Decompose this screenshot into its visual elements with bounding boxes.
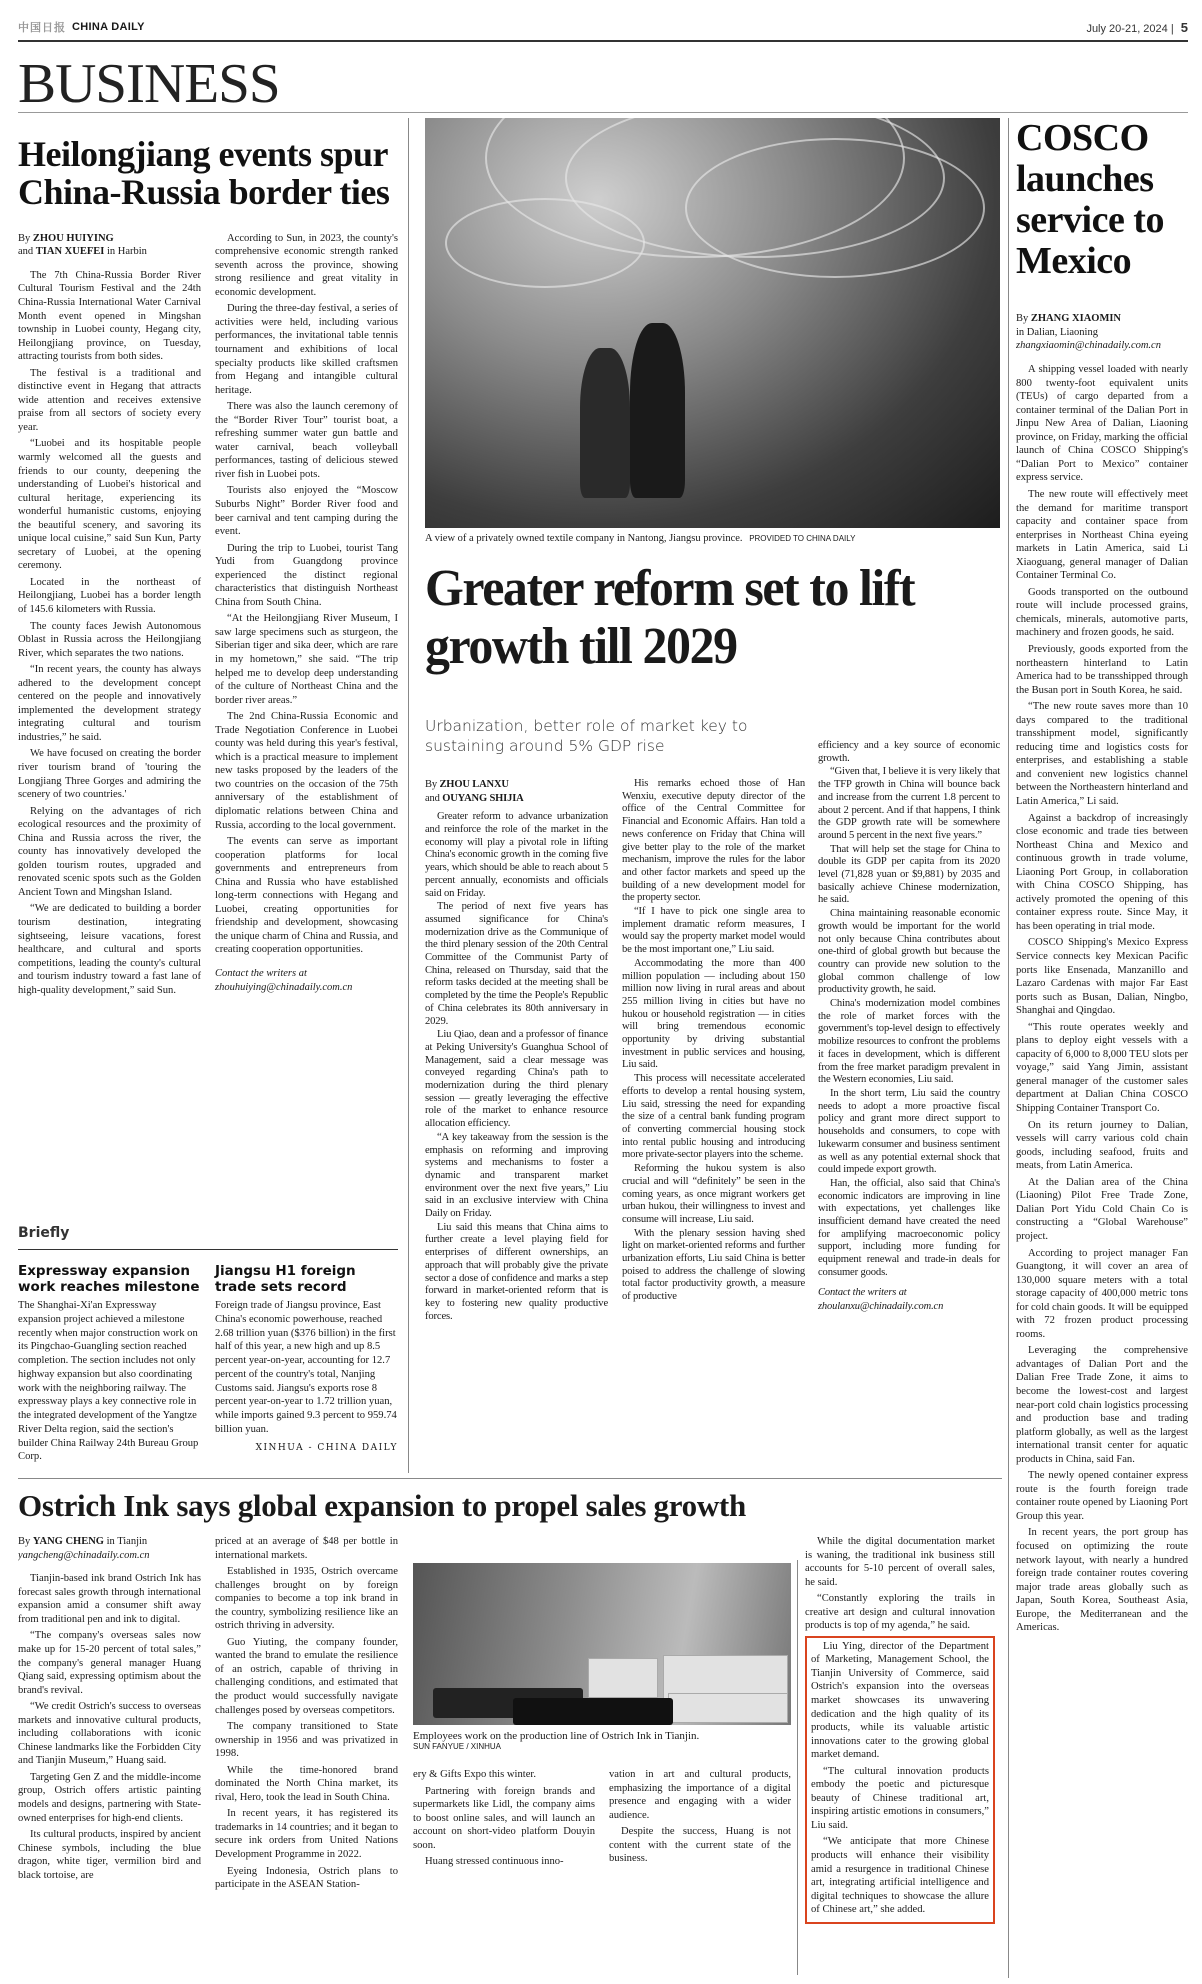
author-email[interactable]: zhangxiaomin@chinadaily.com.cn	[1016, 340, 1161, 352]
byline	[18, 1535, 201, 1562]
paragraph: Greater reform to advance urbanization and reinforce the role of the market in the economy will play a pivotal role in lifting China's economic growth in the coming five years, which should be able to reach about 5 percent annually, economists and officials said on Friday.	[425, 811, 608, 899]
paragraph: The festival is a traditional and distinctive event in Hegang that attracts wide attention and receives extensive praise from all sectors of society every year.	[18, 367, 201, 433]
byline-prefix: By	[18, 1536, 31, 1547]
paragraph: This process will necessitate accelerated efforts to develop a rental housing system, Liu said, stressing the need for expanding the size of a central bank funding program of converting commercial housing stock into rental public housing and introducing more private-sector players into the scheme.	[622, 1073, 805, 1161]
masthead	[18, 14, 1188, 42]
ostrich-article-right	[805, 1535, 995, 1980]
paragraph: The events can serve as important cooperation platforms for local governments and entrepreneurs from China and Russia who have established long-term connections with Hegang and Luobei, creating opportunities for friendship and development, showcasing the unique charm of China and Russia, and creating cooperation opportunities.	[215, 836, 398, 956]
author-email[interactable]: yangcheng@chinadaily.com.cn	[18, 1549, 150, 1561]
brief-item	[18, 1264, 201, 1464]
article-column-3	[818, 740, 1000, 1474]
section-heading: Briefly	[18, 1225, 398, 1250]
paragraph: In the short term, Liu said the country needs to adopt a more proactive fiscal policy and grant more direct support to households and consumers, to cope with lukewarm consumer and business sentiment as well as any potential external shock that could impede export growth.	[818, 1087, 1000, 1176]
paragraph: According to project manager Fan Guangtong, it will cover an area of 130,000 square meters with a total storage capacity of 400,000 metric tons for cold chain goods. It will be equipped with 72 frozen product processing rooms.	[1016, 1247, 1188, 1340]
logo-text: CHINA DAILY	[72, 21, 145, 33]
article-column-2	[215, 232, 398, 1001]
article-body	[1016, 363, 1188, 1635]
paragraph: Partnering with foreign brands and supermarkets like Lidl, the company aims to boost online sales, and will launch an account on short-video platform Douyin soon.	[413, 1785, 595, 1851]
paragraph: On its return journey to Dalian, vessels will carry various cold chain goods, including seafood, fruits and meats, from Latin America.	[1016, 1119, 1188, 1172]
brief-text: The Shanghai-Xi'an Expressway expansion project achieved a milestone recently when major construction work on its Pingchao-Guangling section reached completion. The section includes not only highway expansion but also coordinating work with the neighboring railway. The expressway plays a key connective role in the integrated development of the Yangtze River Delta region, said the section's builder China Railway 24th Bureau Group Corp.	[18, 1300, 199, 1463]
author-name: TIAN XUEFEI	[35, 246, 105, 258]
byline-and: and	[18, 246, 34, 258]
textile-factory-photo	[425, 118, 1000, 528]
ink-production-photo	[413, 1563, 791, 1725]
main-deck: Urbanization, better role of market key to sustaining around 5% GDP rise	[425, 717, 748, 756]
article-column-1	[425, 778, 608, 1324]
paragraph: priced at an average of $48 per bottle in international markets.	[215, 1536, 398, 1561]
paragraph: “We are dedicated to building a border tourism destination, integrating sightseeing, leisure vacations, forest healthcare, and cultural and sports competitions, leading the county's cultural and tourism industry toward a fast lane of high-quality development,” said Sun.	[18, 903, 201, 996]
article-column-2	[215, 1535, 398, 1895]
caption-text: A view of a privately owned textile company in Nantong, Jiangsu province.	[425, 533, 743, 544]
page-number: 5	[1180, 19, 1188, 35]
article-column-1	[18, 232, 201, 1001]
byline-location: in Tianjin	[106, 1536, 148, 1547]
paragraph: “At the Heilongjiang River Museum, I saw large specimens such as sturgeon, the Siberian tiger and sika deer, which are rare in my hometown,” she said. “The trip helped me to develop deep understanding of the culture of Northeast China and the border river areas.”	[215, 613, 398, 706]
paragraph: “Given that, I believe it is very likely that the TFP growth in China will bounce back and increase from the current 1.8 percent to about 2 percent. And if that happens, I think the GDP growth rate will be somewhere around 5 percent in the next five years.”	[818, 766, 1000, 841]
paragraph: ery & Gifts Expo this winter.	[413, 1769, 536, 1780]
paragraph: In recent years, it has registered its trademarks in 14 countries; and it began to secure ink orders from United Nations Development Programme in 2022.	[215, 1808, 398, 1861]
article-column-4	[609, 1768, 791, 1872]
byline	[1016, 312, 1188, 353]
paragraph: Goods transported on the outbound route will include processed grains, chemicals, minerals, automotive parts, machinery and frozen goods, he said.	[1016, 586, 1188, 639]
article-column-2	[622, 778, 805, 1324]
photo-credit: PROVIDED TO CHINA DAILY	[749, 534, 856, 543]
column-divider	[1008, 118, 1009, 1978]
paragraph: Leveraging the comprehensive advantages of Dalian Port and the Dalian Free Trade Zone, it aims to become the lowest-cost and largest near-port cold chain logistics processing and production base and trading platform globally, as well as the largest international transit center for aquatic products in China, said Fan.	[1016, 1345, 1188, 1465]
divider	[18, 1478, 1002, 1479]
paragraph: China's modernization model combines the role of market forces with the government's top-level design to effectively mobilize resources to confront the problems it faces in development, which is different from the free market paradigm prevalent in the Western economies, Liu said.	[818, 998, 1000, 1086]
paragraph: Huang stressed continuous inno-	[425, 1856, 564, 1868]
byline	[18, 232, 201, 259]
china-daily-logo	[18, 19, 145, 35]
photo-caption	[425, 533, 1000, 544]
headline: Heilongjiang events spur China-Russia border ties	[18, 134, 390, 212]
column-divider	[408, 118, 409, 1473]
highlighted-passage	[805, 1636, 995, 1924]
dateline: July 20-21, 2024 | 5	[1086, 19, 1188, 35]
paragraph: Previously, goods exported from the northeastern hinterland to Latin America had to be transshipped through the Busan port in South Korea, he said.	[1016, 643, 1188, 696]
paragraph: “The company's overseas sales now make up for 15-20 percent of total sales,” the company's general manager Huang Qiang said, expressing optimism about the brand's revival.	[18, 1630, 201, 1696]
byline-prefix: By	[18, 232, 31, 244]
paragraph: Eyeing Indonesia, Ostrich plans to participate in the ASEAN Station-	[215, 1865, 398, 1891]
paragraph: Han, the official, also said that China's economic indicators are improving in line with expectations, yet challenges like insufficient demand have created the need for amplifying macroeconomic policy support, including more funding for equipment renewal and trade-in deals for consumer goods.	[818, 1177, 1000, 1278]
brief-text: Foreign trade of Jiangsu province, East China's economic powerhouse, reached 2.68 trillion yuan ($376 billion) in the first half of this year, a new high and up 8.5 percent year-on-year, accounting for 12.7 percent of the country's total, Nanjing Customs said. Jiangsu's exports rose 8 percent year-on-year to 1.72 trillion yuan, while imports gained 9.3 percent to 959.74 billion yuan.	[215, 1300, 397, 1435]
ostrich-article-left	[18, 1535, 398, 1975]
paragraph: “The cultural innovation products embody the poetic and picturesque beauty of Chinese traditional art, inspiring artistic emotions in consumers,” Liu said.	[811, 1765, 989, 1831]
divider	[18, 112, 1188, 113]
column-divider	[797, 1560, 798, 1975]
paragraph: efficiency and a key source of economic growth.	[818, 740, 1000, 764]
paragraph: COSCO Shipping's Mexico Express Service connects key Mexican Pacific ports like Ensenada, Manzanillo and Lazaro Cardenas with major Far East ports such as Busan, Dalian, Ningbo, Shanghai and Qingdao.	[1016, 937, 1188, 1017]
paragraph: The 2nd China-Russia Economic and Trade Negotiation Conference in Luobei county was held during this year's festival, which is a practical measure to implement new tasks proposed by the leaders of the two countries on the occasion of the 75th anniversary of the establishment of diplomatic relations between China and Russia, according to the local government.	[215, 711, 398, 831]
paragraph: Targeting Gen Z and the middle-income group, Ostrich offers artistic painting models and designs, partnering with State-owned enterprises for high-end clients.	[18, 1771, 201, 1824]
caption-text: Employees work on the production line of Ostrich Ink in Tianjin.	[413, 1730, 700, 1742]
paragraph: The newly opened container express route is the fourth foreign trade container route opened by Liaoning Port Group this year.	[1016, 1470, 1188, 1522]
author-name: OUYANG SHIJIA	[442, 792, 524, 804]
paragraph: Guo Yiuting, the company founder, wanted the brand to emulate the resilience of an ostrich, capable of thriving in challenging conditions, and estimated that the product would successfully navigate challenges posed by overseas competitors.	[215, 1636, 398, 1716]
contact-info	[818, 1286, 1000, 1314]
ostrich-headline: Ostrich Ink says global expansion to propel sales growth	[18, 1488, 746, 1523]
article-cosco	[1016, 118, 1188, 1948]
paragraph: The company transitioned to State ownership in 1956 and was privatized in 1998.	[215, 1721, 398, 1760]
paragraph: A shipping vessel loaded with nearly 800 twenty-foot equivalent units (TEUs) of cargo departed from a container terminal of the Dalian Port in Jinpu New Area of Dalian, Liaoning province, on Friday, marking the official launch of China COSCO Shipping's “Dalian Port to Mexico” container express service.	[1016, 364, 1188, 484]
paragraph: Relying on the advantages of rich ecological resources and the proximity of China and Russia across the river, the county has innovatively developed the golden tourism routes, upgraded and renovated scenic spots such as the Golden Ancient Town and Mingshan Island.	[18, 805, 201, 898]
paragraph: During the trip to Luobei, tourist Tang Yudi from Guangdong province experienced the distinct regional characteristics that distinguish Northeast China from South China.	[215, 542, 398, 608]
logo-chinese: 中国日报	[18, 22, 66, 34]
paragraph: Despite the success, Huang is not content with the current state of the business.	[609, 1826, 791, 1865]
paragraph: “Constantly exploring the trails in creative art design and cultural innovation products is top of my agenda,” he said.	[805, 1593, 995, 1632]
paragraph: While the time-honored brand dominated the North China market, its rival, Hero, took the lead in South China.	[215, 1764, 398, 1803]
contact-label: Contact the writers at	[818, 1286, 907, 1298]
paragraph: Tianjin-based ink brand Ostrich Ink has forecast sales growth through international expansion amid a consumer shift away from traditional pen and ink to digital.	[18, 1573, 201, 1625]
paragraph: His remarks echoed those of Han Wenxiu, executive deputy director of the office of the Central Committee for Financial and Economic Affairs. Han told a news conference on Friday that China will give better play to the role of the market mechanism, improve the rules for the labor and other factor markets and speed up the building of a new development model for the property sector.	[622, 778, 805, 904]
paragraph: Located in the northeast of Heilongjiang, Luobei has a border length of 145.6 kilometers with Russia.	[18, 576, 201, 615]
paragraph: “We anticipate that more Chinese products will enhance their visibility amid a resurgence in traditional Chinese art, integrating artificial intelligence and digital techniques to showcase the allure of Chinese art,” she added.	[811, 1836, 989, 1916]
byline-location: in Dalian, Liaoning	[1016, 326, 1098, 338]
issue-date: July 20-21, 2024	[1086, 22, 1168, 35]
paragraph: China maintaining reasonable economic growth would be important for the world not only because China contributes about one-third of global growth but because the country can provide new solution to the global common challenge of low productivity growth, he said.	[818, 908, 1000, 996]
paragraph: With the plenary session having shed light on market-oriented reforms and further urbanization efforts, Liu said China is better poised to address the challenge of slowing total factor productivity growth, a measure of productive	[622, 1227, 805, 1303]
main-headline: Greater reform set to lift growth till 2029	[425, 560, 915, 676]
paragraph: Tourists also enjoyed the “Moscow Suburbs Night” Border River food and beer carnival and tent camping during the event.	[215, 485, 398, 538]
paragraph: We have focused on creating the border river tourism brand of 'touring the Longjiang Three Gorges and admiring the scenery of two countries.'	[18, 748, 201, 801]
byline-location: in Harbin	[106, 246, 147, 258]
contact-info	[215, 967, 398, 995]
author-name: YANG CHENG	[32, 1536, 104, 1547]
author-name: ZHOU HUIYING	[32, 232, 114, 244]
paragraph: The new route will effectively meet the demand for maritime transport capacity and container space from enterprises in Northeast China eyeing markets in Latin America, said Li Xiaoguang, general manager of Dalian Container Terminal Co.	[1016, 488, 1188, 582]
paragraph: In recent years, the port group has focused on optimizing the route network layout, with nearly a hundred foreign trade container routes covering major trade areas globally such as Japan, South Korea, Southeast Asia, Europe, the Mediterranean and the Americas.	[1016, 1527, 1188, 1634]
paragraph: Liu Ying, director of the Department of Marketing, Management School, the Tianjin University of Commerce, said Ostrich's expansion into the overseas market showcases its unwavering dedication and the high quality of its products, while its valuable artistic innovations cater to the growing global market demand.	[811, 1640, 989, 1761]
contact-email[interactable]: zhoulanxu@chinadaily.com.cn	[818, 1300, 944, 1312]
paragraph: “The new route saves more than 10 days compared to the traditional transshipment model, significantly reducing time and logistics costs for enterprises, and establishing a stable and convenient new logistics channel between the Northeastern hinterland and Latin America,” Li said.	[1016, 701, 1188, 807]
headline: COSCO launches service to Mexico	[1016, 118, 1164, 283]
paragraph: The 7th China-Russia Border River Cultural Tourism Festival and the 24th China-Russia International Water Carnival Month event opened in Mingshan township in Luobei county, Hegang city, Heilongjiang province, on Tuesday, attracting tourists from both sides.	[18, 269, 201, 363]
paragraph: “We credit Ostrich's success to overseas markets and innovative cultural products, including collaborations with iconic Chinese landmarks like the Forbidden City and Tianjin Museum,” Huang said.	[18, 1701, 201, 1767]
article-column-3	[413, 1768, 595, 1872]
contact-label: Contact the writers at	[215, 968, 307, 980]
paragraph: Accommodating the more than 400 million population — including about 150 million now living in rural areas and about 255 million living in cities but have no hukou or household registration — in cities will bring tremendous economic opportunity by driving substantial investment in public services and housing, Liu said.	[622, 957, 805, 1071]
paragraph: The period of next five years has assumed significance for China's modernization drive as the Communique of the third plenary session of the 20th Central Committee of the Communist Party of China, released on Thursday, said that the reform tasks decided at the meeting shall be completed by the time the People's Republic of China celebrates its 80th anniversary in 2029.	[425, 901, 608, 1027]
paragraph: Reforming the hukou system is also crucial and will “definitely” be seen in the coming years, as once migrant workers get urban hukou, their willingness to invest and consume will increase, Liu said.	[622, 1163, 805, 1225]
brief-headline: Jiangsu H1 foreign trade sets record	[215, 1263, 356, 1295]
byline-prefix: By	[1016, 313, 1029, 325]
paragraph: While the digital documentation market is waning, the traditional ink business still accounts for 5-10 percent of overall sales, he said.	[805, 1536, 995, 1588]
article-heilongjiang	[18, 118, 398, 1213]
author-name: ZHOU LANXU	[439, 779, 509, 790]
paragraph: “If I have to pick one single area to implement dramatic reform measures, I would say the property market model would be the most important one,” Liu said.	[622, 906, 805, 956]
brief-headline: Expressway expansion work reaches milestone	[18, 1263, 200, 1295]
paragraph: “This route operates weekly and plans to deploy eight vessels with a capacity of 6,000 to 8,000 TEU slots per voyage,” said Yang Jimin, assistant general manager of the customer sales department at Dalian China COSCO Shipping Container Transport Co.	[1016, 1021, 1188, 1115]
brief-item	[215, 1264, 398, 1464]
photo-caption	[413, 1730, 791, 1751]
contact-email[interactable]: zhouhuiying@chinadaily.com.cn	[215, 982, 353, 994]
article-column-1	[18, 1535, 201, 1895]
brief-credit: XINHUA - CHINA DAILY	[255, 1442, 398, 1453]
author-name: ZHANG XIAOMIN	[1030, 313, 1122, 325]
paragraph: There was also the launch ceremony of the “Border River Tour” tourist boat, a refreshing summer water gun battle and water carnival, beach volleyball performances, tasting of delicious stewed river fish in Luobei pots.	[215, 401, 398, 480]
paragraph: During the three-day festival, a series of activities were held, including various performances, the invitational table tennis tournament and exhibitions of local specialty products like skilled craftsmen from Hegang and intangible cultural heritage.	[215, 303, 398, 396]
paragraph: That will help set the stage for China to double its GDP per capita from its 2020 level (71,828 yuan or $9,881) by 2035 and basically achieve Chinese modernization, he said.	[818, 843, 1000, 906]
byline	[425, 778, 608, 805]
paragraph: Established in 1935, Ostrich overcame challenges brought on by foreign companies to become a top ink brand in the country, symbolizing resilience like an ostrich thriving in adversity.	[215, 1566, 398, 1632]
main-article-body	[425, 778, 805, 1474]
photo-credit: SUN FANYUE / XINHUA	[413, 1742, 502, 1751]
paragraph: The county faces Jewish Autonomous Oblast in Russia across the Heilongjiang River, which separates the two nations.	[18, 620, 201, 659]
briefly-section	[18, 1225, 398, 1475]
section-title: BUSINESS	[18, 53, 280, 115]
byline-prefix: By	[425, 779, 437, 790]
byline-and: and	[425, 792, 440, 804]
paragraph: “In recent years, the county has always adhered to the development concept centered on the people and innovatively implemented the development strategy integrating cultural and tourism industries,” he said.	[18, 664, 201, 743]
paragraph: According to Sun, in 2023, the county's comprehensive economic strength ranked seventh across the province, showing strong resilience and great vitality in economic development.	[215, 232, 398, 298]
paragraph: Liu said this means that China aims to further create a level playing field for enterprises of different ownerships, an approach that will probably give the private sector a dose of confidence and marks a step forward in market-oriented reform that is key to fostering new quality productive forces.	[425, 1221, 608, 1322]
paragraph: “Luobei and its hospitable people warmly welcomed all the guests and friends to our county, deepening the understanding of Luobei's historical and cultural heritage, experiencing its wonderful humanistic customs, enjoying the beautiful scenery, and savoring its unique local cuisine,” said Sun Kun, Party secretary of Luobei, at the opening ceremony.	[18, 438, 201, 572]
paragraph: Its cultural products, inspired by ancient Chinese symbols, including the blue dragon, white tiger, vermilion bird and black tortoise, are	[18, 1829, 201, 1881]
paragraph: Against a backdrop of increasingly close economic and trade ties between Northeast China and Mexico and continuous growth in trade volume, Liaoning Port Group, in collaboration with China COSCO Shipping, has actively promoted the opening of this container express route. Since May, it has been operating in trial mode.	[1016, 812, 1188, 932]
ostrich-article-middle	[413, 1768, 791, 1978]
paragraph: vation in art and cultural products, emphasizing the importance of a digital presence and engaging with a wider audience.	[609, 1769, 791, 1821]
paragraph: Liu Qiao, dean and a professor of finance at Peking University's Guanghua School of Management, said a clear message was conveyed regarding China's path to modernization during the third plenary session — greatly leveraging the effective role of the market to enhance resource allocation efficiency.	[425, 1029, 608, 1130]
paragraph: At the Dalian area of the China (Liaoning) Pilot Free Trade Zone, Dalian Port Yidu Cold Chain Co is constructing a “Global Warehouse” project.	[1016, 1176, 1188, 1242]
paragraph: “A key takeaway from the session is the emphasis on reforming and improving systems and mechanisms to foster a dynamic and transparent market environment over the next five years,” Liu said in an exclusive interview with China Daily on Friday.	[425, 1131, 608, 1220]
